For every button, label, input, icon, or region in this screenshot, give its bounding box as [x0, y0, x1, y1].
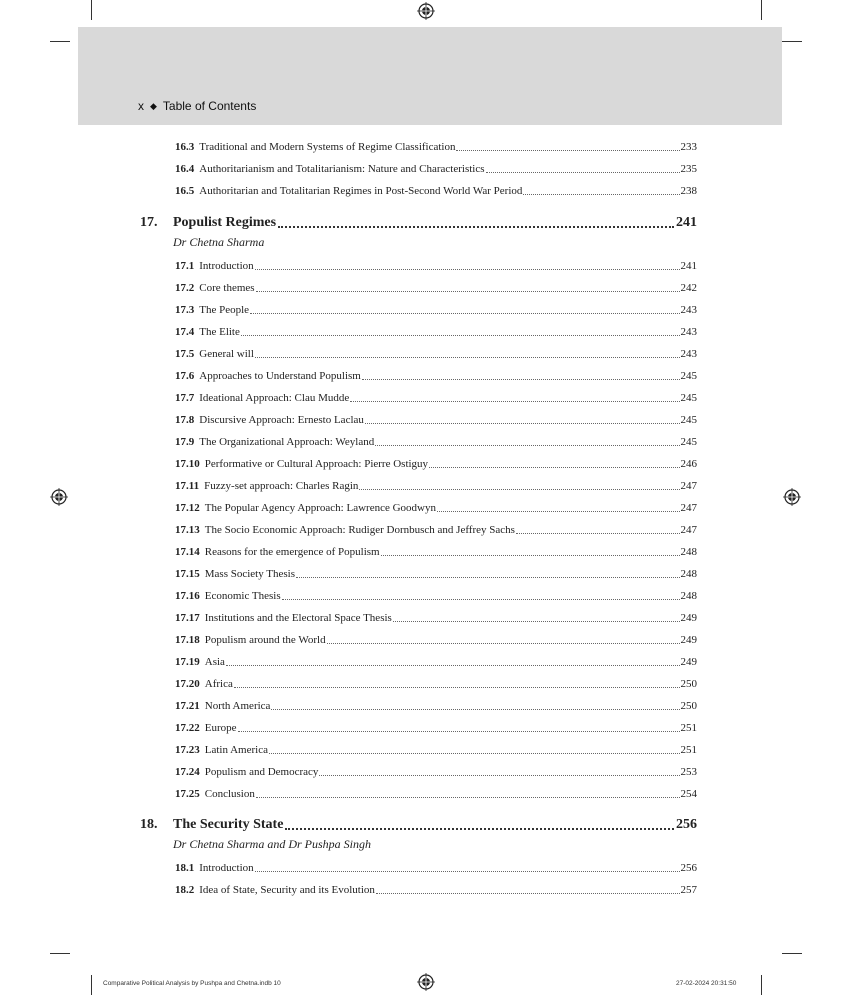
dot-leader [376, 893, 680, 894]
chapter-author: Dr Chetna Sharma and Dr Pushpa Singh [173, 837, 372, 851]
dot-leader [269, 753, 680, 754]
dot-leader [375, 445, 679, 446]
dot-leader [319, 775, 679, 776]
chapter-heading[interactable]: 17. Populist Regimes 241 [140, 215, 697, 230]
crop-mark [50, 41, 70, 42]
toc-entry[interactable]: 18.2 Idea of State, Security and its Evolution 257 [175, 884, 697, 896]
crop-mark [91, 975, 92, 995]
dot-leader [365, 423, 680, 424]
toc-entry[interactable]: 17.3 The People 243 [175, 304, 697, 316]
dot-leader [437, 511, 680, 512]
dot-leader [255, 871, 680, 872]
crop-mark [91, 0, 92, 20]
crop-mark [761, 0, 762, 20]
toc-entry[interactable]: 17.15 Mass Society Thesis 248 [175, 568, 697, 580]
dot-leader [256, 797, 680, 798]
dot-leader [429, 467, 679, 468]
dot-leader [486, 172, 680, 173]
toc-entry[interactable]: 17.12 The Popular Agency Approach: Lawrence Goodwyn 247 [175, 502, 697, 514]
toc-entry[interactable]: 17.17 Institutions and the Electoral Space Thesis 249 [175, 612, 697, 624]
toc-entry[interactable]: 17.4 The Elite 243 [175, 326, 697, 338]
dot-leader [278, 226, 674, 228]
toc-entry[interactable]: 17.6 Approaches to Understand Populism 245 [175, 370, 697, 382]
dot-leader [271, 709, 679, 710]
toc-entry[interactable]: 17.13 The Socio Economic Approach: Rudiger Dornbusch and Jeffrey Sachs 247 [175, 524, 697, 536]
toc-entry[interactable]: 17.19 Asia 249 [175, 656, 697, 668]
dot-leader [393, 621, 680, 622]
dot-leader [362, 379, 680, 380]
dot-leader [285, 828, 674, 830]
running-head [138, 99, 256, 113]
toc-entry[interactable]: 17.24 Populism and Democracy 253 [175, 766, 697, 778]
page-number: x [138, 99, 144, 113]
toc-entry[interactable]: 17.22 Europe 251 [175, 722, 697, 734]
toc-entry[interactable]: 17.8 Discursive Approach: Ernesto Laclau 245 [175, 414, 697, 426]
dot-leader [456, 150, 679, 151]
toc-entry[interactable]: 17.9 The Organizational Approach: Weyland 245 [175, 436, 697, 448]
toc-entry[interactable]: 17.18 Populism around the World 249 [175, 634, 697, 646]
crop-mark [782, 953, 802, 954]
toc-entry[interactable]: 17.16 Economic Thesis 248 [175, 590, 697, 602]
dot-leader [256, 291, 680, 292]
toc-entry[interactable]: 17.10 Performative or Cultural Approach: Pierre Ostiguy 246 [175, 458, 697, 470]
registration-mark-icon [783, 488, 801, 506]
crop-mark [50, 953, 70, 954]
print-timestamp: 27-02-2024 20:31:50 [676, 980, 737, 987]
dot-leader [250, 313, 679, 314]
toc-entry[interactable]: 17.25 Conclusion 254 [175, 788, 697, 800]
dot-leader [234, 687, 680, 688]
dot-leader [255, 269, 680, 270]
toc-entry[interactable]: 17.11 Fuzzy-set approach: Charles Ragin 247 [175, 480, 697, 492]
crop-mark [782, 41, 802, 42]
dot-leader [226, 665, 680, 666]
toc-entry[interactable]: 16.5 Authoritarian and Totalitarian Regimes in Post-Second World War Period 238 [175, 185, 697, 197]
toc-entry[interactable]: 17.2 Core themes 242 [175, 282, 697, 294]
crop-mark [761, 975, 762, 995]
chapter-author: Dr Chetna Sharma [173, 235, 265, 249]
toc-entry[interactable]: 17.20 Africa 250 [175, 678, 697, 690]
print-file-label: Comparative Political Analysis by Pushpa and Chetna.indb 10 [103, 980, 281, 987]
toc-entry[interactable]: 17.1 Introduction 241 [175, 260, 697, 272]
toc-entry[interactable]: 16.3 Traditional and Modern Systems of Regime Classification 233 [175, 141, 697, 153]
toc-entry[interactable]: 17.7 Ideational Approach: Clau Mudde 245 [175, 392, 697, 404]
toc-entry[interactable]: 17.23 Latin America 251 [175, 744, 697, 756]
toc-entry[interactable]: 16.4 Authoritarianism and Totalitarianism: Nature and Characteristics 235 [175, 163, 697, 175]
registration-mark-icon [417, 973, 435, 991]
dot-leader [255, 357, 680, 358]
dot-leader [516, 533, 680, 534]
registration-mark-icon [50, 488, 68, 506]
dot-leader [523, 194, 679, 195]
toc-entry[interactable]: 17.14 Reasons for the emergence of Populism 248 [175, 546, 697, 558]
diamond-icon: ◆ [150, 100, 157, 111]
dot-leader [241, 335, 680, 336]
running-head-title: Table of Contents [162, 99, 257, 113]
toc-entry[interactable]: 17.21 North America 250 [175, 700, 697, 712]
dot-leader [282, 599, 680, 600]
toc-entry[interactable]: 18.1 Introduction 256 [175, 862, 697, 874]
registration-mark-icon [417, 2, 435, 20]
dot-leader [296, 577, 680, 578]
chapter-heading[interactable]: 18. The Security State 256 [140, 817, 697, 832]
dot-leader [381, 555, 680, 556]
dot-leader [350, 401, 679, 402]
dot-leader [327, 643, 680, 644]
toc-entry[interactable]: 17.5 General will 243 [175, 348, 697, 360]
dot-leader [359, 489, 679, 490]
dot-leader [238, 731, 680, 732]
